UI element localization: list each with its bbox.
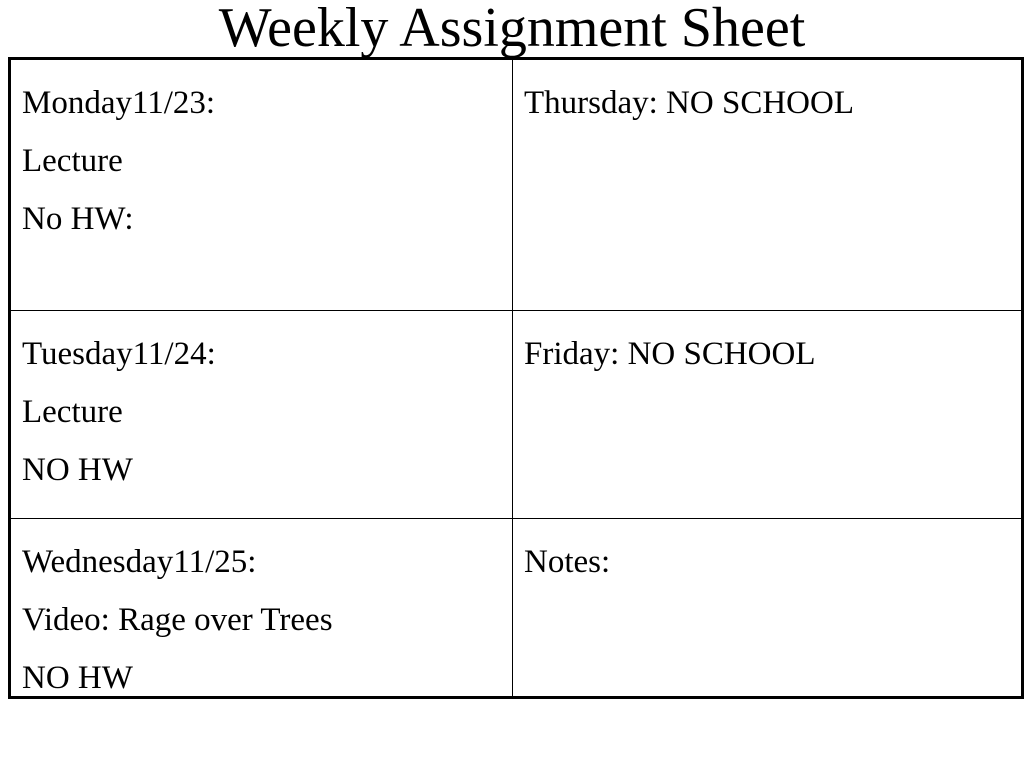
homework-text: NO HW [22, 660, 133, 696]
notes-heading: Notes: [524, 544, 611, 580]
cell-tuesday [11, 311, 513, 519]
cell-notes [513, 519, 1021, 696]
day-heading: Thursday: NO SCHOOL [524, 85, 854, 121]
day-heading: Friday: NO SCHOOL [524, 336, 816, 372]
cell-friday [513, 311, 1021, 519]
activity-text: Lecture [22, 394, 123, 430]
activity-text: Video: Rage over Trees [22, 602, 333, 638]
day-heading: Monday11/23: [22, 85, 216, 121]
cell-thursday [513, 60, 1021, 311]
day-heading: Wednesday11/25: [22, 544, 257, 580]
page-title: Weekly Assignment Sheet [218, 0, 806, 59]
homework-text: NO HW [22, 452, 133, 488]
cell-wednesday [11, 519, 513, 696]
cell-monday [11, 60, 513, 311]
day-heading: Tuesday11/24: [22, 336, 216, 372]
activity-text: Lecture [22, 143, 123, 179]
homework-text: No HW: [22, 201, 134, 237]
assignment-table [8, 57, 1024, 699]
